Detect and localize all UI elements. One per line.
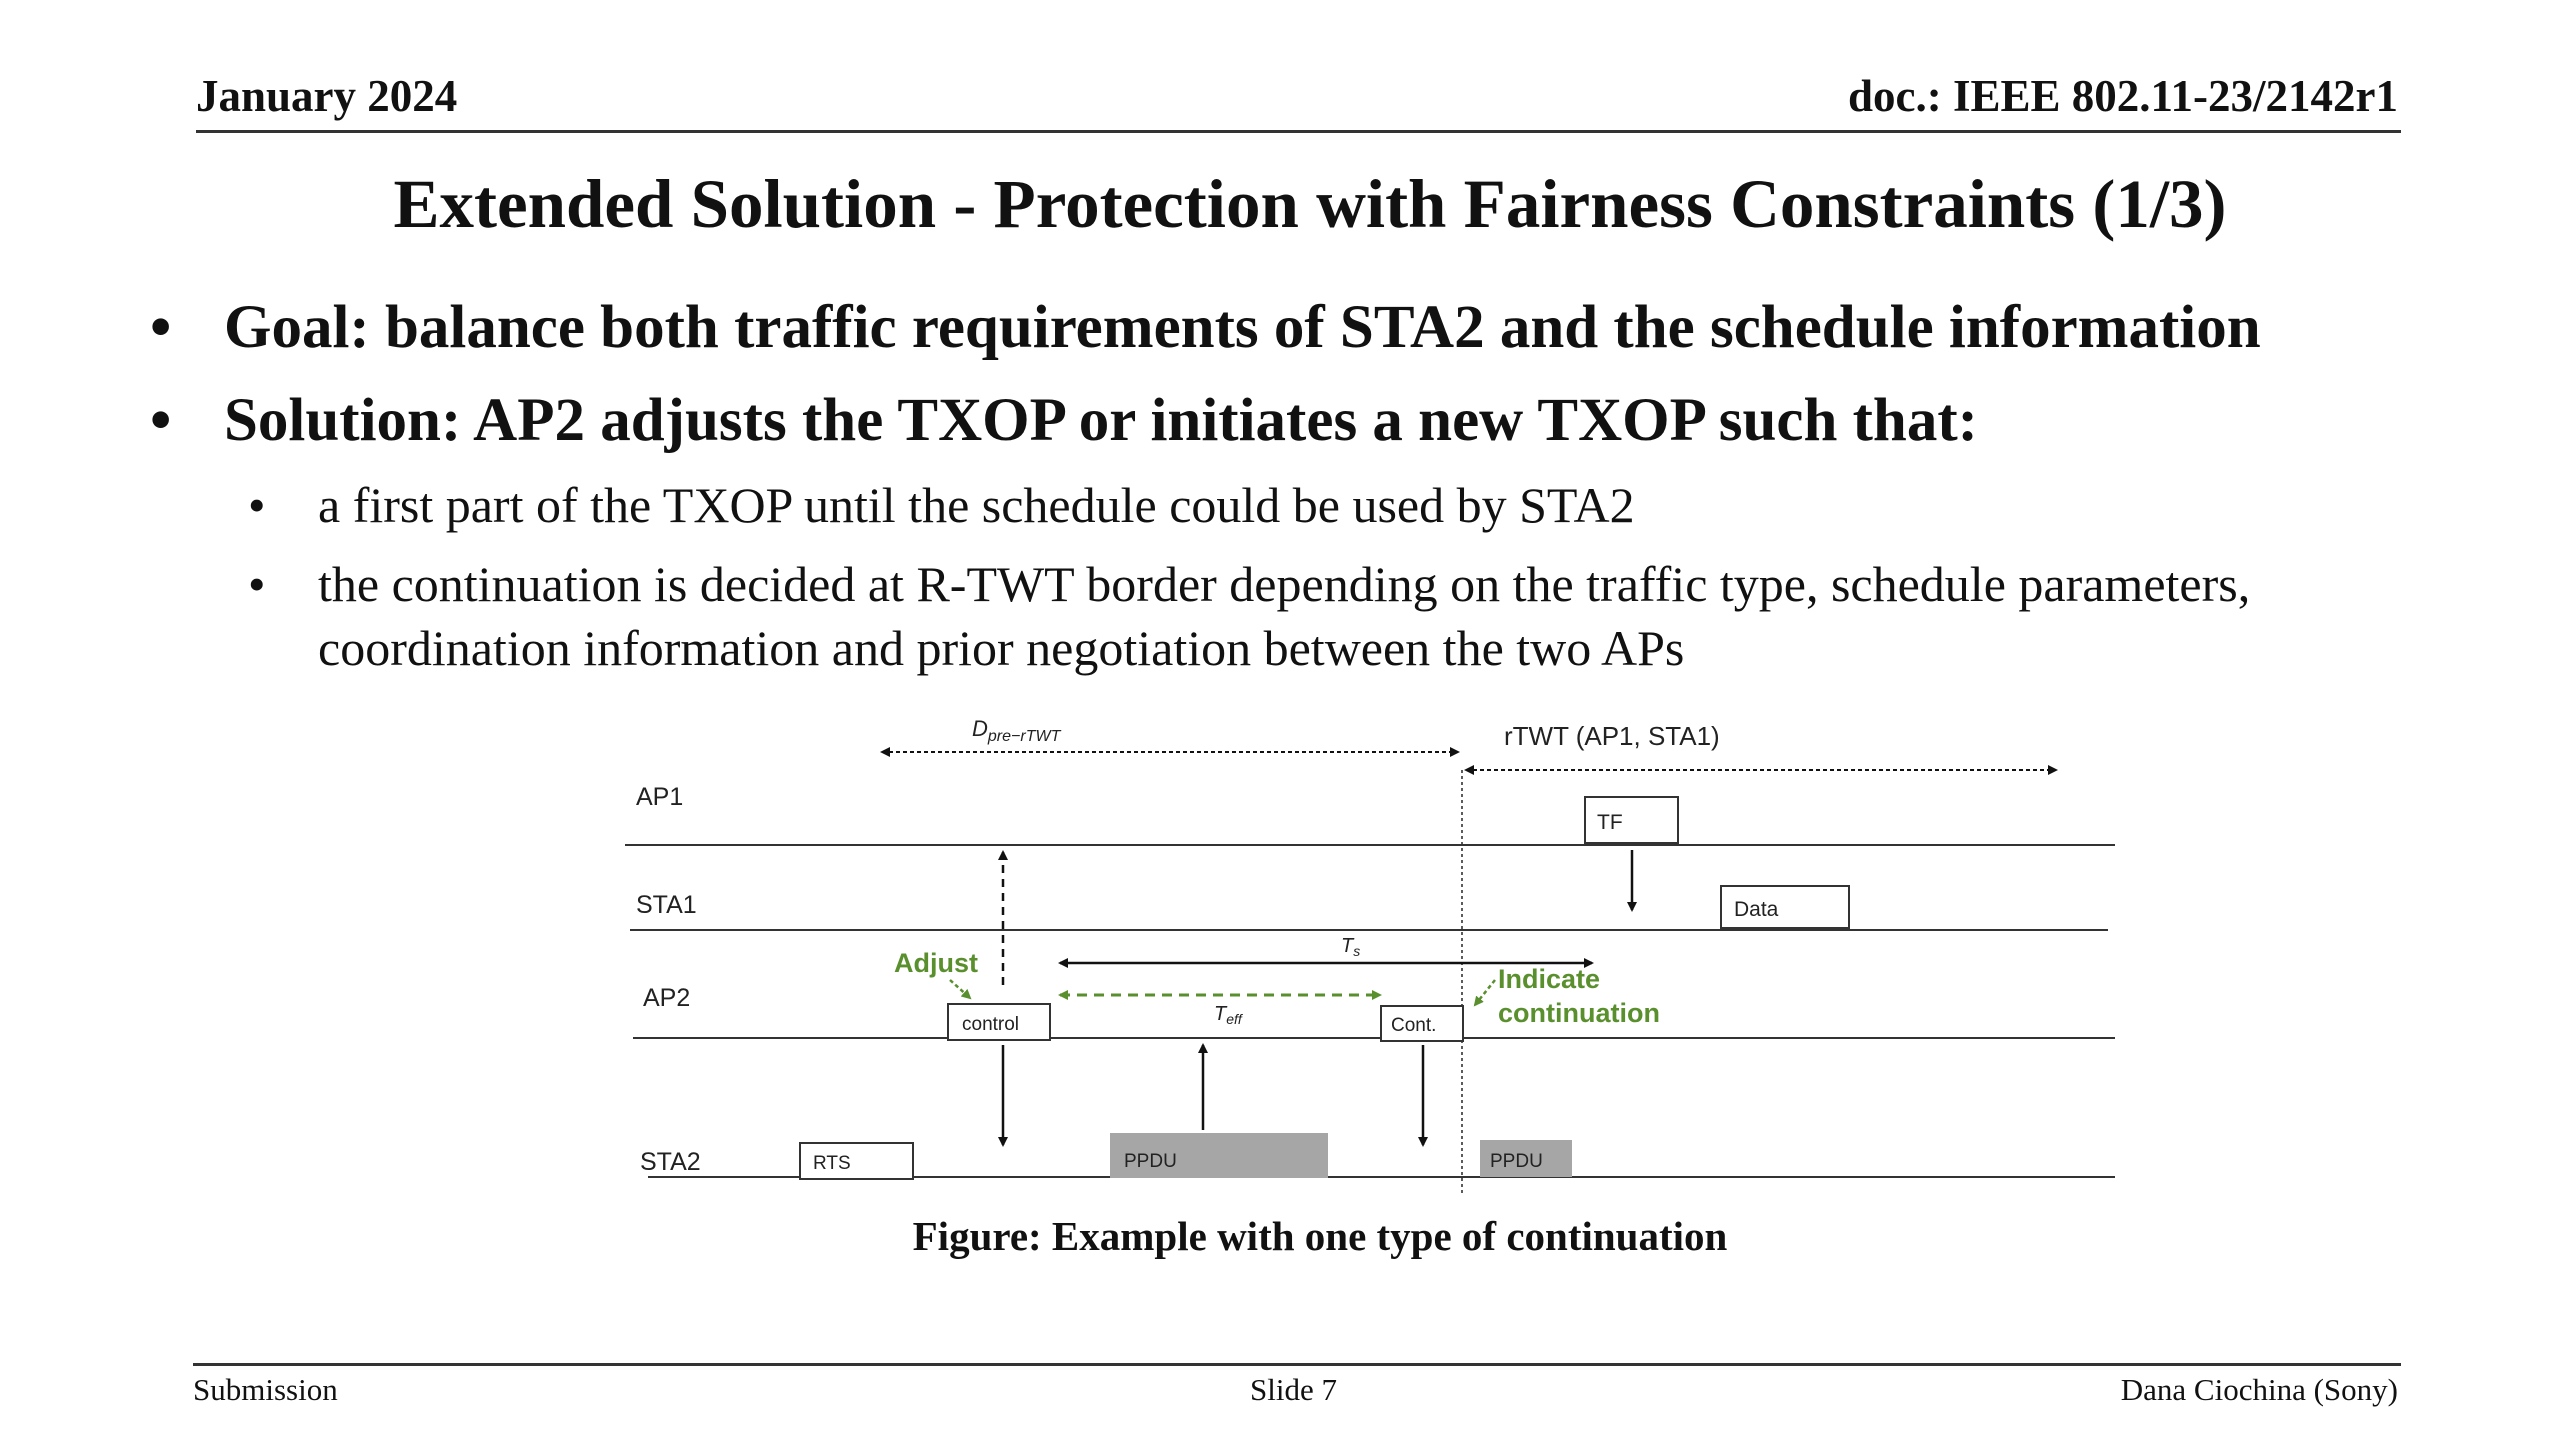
header-date: January 2024 bbox=[196, 71, 458, 121]
footer-divider bbox=[193, 1363, 2401, 1366]
row-label-sta2: STA2 bbox=[640, 1148, 701, 1176]
ppdu-label-2: PPDU bbox=[1490, 1151, 1543, 1172]
adjust-pointer bbox=[950, 980, 970, 998]
footer-submission: Submission bbox=[193, 1372, 338, 1407]
slide-title: Extended Solution - Protection with Fairness Constraints (1/3) bbox=[393, 166, 2227, 242]
bullet-text: Solution: AP2 adjusts the TXOP or initiates a new TXOP such that: bbox=[224, 387, 1978, 454]
bullet-dot: • bbox=[150, 387, 172, 454]
bullet-dot: • bbox=[150, 294, 172, 361]
teff-label: $T_{eff}$ bbox=[1214, 1003, 1242, 1027]
indicate-pointer bbox=[1475, 980, 1495, 1005]
footer-slide-number: Slide 7 bbox=[1250, 1372, 1337, 1407]
adjust-label: Adjust bbox=[894, 948, 978, 978]
bullet-dot: • bbox=[248, 477, 266, 533]
cont-label: Cont. bbox=[1391, 1015, 1437, 1036]
row-label-sta1: STA1 bbox=[636, 891, 697, 919]
row-label-ap2: AP2 bbox=[643, 984, 691, 1012]
indicate-label-line2: continuation bbox=[1498, 998, 1660, 1028]
ts-label: $T_s$ bbox=[1341, 935, 1361, 959]
ppdu-label-1: PPDU bbox=[1124, 1151, 1177, 1172]
d-pre-rtwt-label: $D_{pre-rTWT}$ bbox=[972, 716, 1061, 745]
header-doc-id: doc.: IEEE 802.11-23/2142r1 bbox=[1847, 71, 2398, 121]
footer-author: Dana Ciochina (Sony) bbox=[2120, 1372, 2398, 1407]
control-label: control bbox=[962, 1014, 1020, 1035]
data-label: Data bbox=[1734, 898, 1779, 921]
row-label-ap1: AP1 bbox=[636, 783, 684, 811]
rtwt-label: rTWT (AP1, STA1) bbox=[1504, 721, 1720, 751]
sub-bullet-text: a first part of the TXOP until the schedule could be used by STA2 bbox=[318, 477, 1635, 533]
timing-diagram-svg bbox=[600, 700, 2140, 1210]
indicate-label-line1: Indicate bbox=[1498, 964, 1601, 994]
bullet-text: Goal: balance both traffic requirements of STA2 and the schedule information bbox=[224, 294, 2261, 361]
header-divider bbox=[196, 130, 2401, 133]
rts-label: RTS bbox=[813, 1153, 851, 1174]
timing-diagram bbox=[600, 700, 2140, 1210]
bullet-dot: • bbox=[248, 556, 266, 612]
sub-bullet-text-line2: coordination information and prior negotiation between the two APs bbox=[318, 620, 1685, 676]
sub-bullet-text-line1: the continuation is decided at R-TWT border depending on the traffic type, schedule parameters, bbox=[318, 556, 2251, 612]
tf-label: TF bbox=[1597, 811, 1623, 834]
figure-caption: Figure: Example with one type of continuation bbox=[912, 1213, 1728, 1259]
